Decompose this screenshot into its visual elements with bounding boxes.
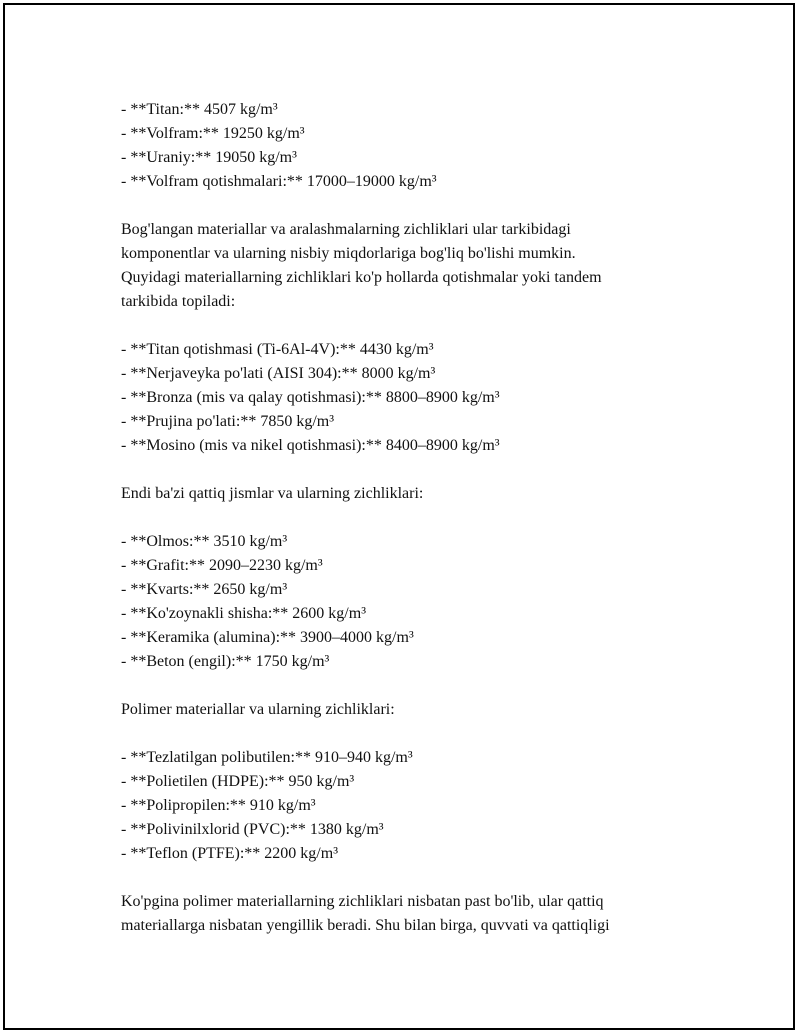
list-item: - **Titan:** 4507 kg/m³ [121, 101, 278, 118]
alloys-list [121, 338, 701, 458]
spacer [121, 722, 701, 746]
spacer [121, 674, 701, 698]
paragraph-alloys-intro [121, 218, 701, 314]
list-item: - **Olmos:** 3510 kg/m³ [121, 533, 288, 550]
polymers-list [121, 746, 701, 866]
spacer [121, 866, 701, 890]
spacer [121, 458, 701, 482]
document-page [4, 4, 794, 1029]
paragraph-line: tarkibida topiladi: [121, 293, 236, 310]
list-item: - **Nerjaveyka po'lati (AISI 304):** 8000 kg/m³ [121, 365, 436, 382]
list-item: - **Grafit:** 2090–2230 kg/m³ [121, 557, 323, 574]
list-item: - **Volfram qotishmalari:** 17000–19000 kg/m³ [121, 173, 437, 190]
list-item: - **Kvarts:** 2650 kg/m³ [121, 581, 288, 598]
list-item: - **Beton (engil):** 1750 kg/m³ [121, 653, 330, 670]
list-item: - **Prujina po'lati:** 7850 kg/m³ [121, 413, 334, 430]
list-item: - **Ko'zoynakli shisha:** 2600 kg/m³ [121, 605, 366, 622]
list-item: - **Volfram:** 19250 kg/m³ [121, 125, 305, 142]
solids-list [121, 530, 701, 674]
document-body [121, 98, 701, 938]
list-item: - **Titan qotishmasi (Ti-6Al-4V):** 4430 kg/m³ [121, 341, 434, 358]
list-item: - **Mosino (mis va nikel qotishmasi):** 8400–8900 kg/m³ [121, 437, 500, 454]
list-item: - **Polivinilxlorid (PVC):** 1380 kg/m³ [121, 821, 384, 838]
spacer [121, 506, 701, 530]
list-item: - **Bronza (mis va qalay qotishmasi):** 8800–8900 kg/m³ [121, 389, 500, 406]
list-item: - **Polietilen (HDPE):** 950 kg/m³ [121, 773, 355, 790]
paragraph-solids-intro: Endi ba'zi qattiq jismlar va ularning zichliklari: [121, 485, 424, 502]
paragraph-line: Bog'langan materiallar va aralashmalarning zichliklari ular tarkibidagi [121, 221, 571, 238]
paragraph-line: Ko'pgina polimer materiallarning zichliklari nisbatan past bo'lib, ular qattiq [121, 893, 604, 910]
list-item: - **Teflon (PTFE):** 2200 kg/m³ [121, 845, 338, 862]
metals-list [121, 98, 701, 194]
list-item: - **Uraniy:** 19050 kg/m³ [121, 149, 297, 166]
paragraph-polymers-intro: Polimer materiallar va ularning zichliklari: [121, 701, 395, 718]
list-item: - **Keramika (alumina):** 3900–4000 kg/m³ [121, 629, 414, 646]
list-item: - **Tezlatilgan polibutilen:** 910–940 kg/m³ [121, 749, 413, 766]
paragraph-line: materiallarga nisbatan yengillik beradi. Shu bilan birga, quvvati va qattiqligi [121, 917, 610, 934]
list-item: - **Polipropilen:** 910 kg/m³ [121, 797, 316, 814]
paragraph-line: Quyidagi materiallarning zichliklari ko'p hollarda qotishmalar yoki tandem [121, 269, 602, 286]
paragraph-line: komponentlar va ularning nisbiy miqdorlariga bog'liq bo'lishi mumkin. [121, 245, 576, 262]
spacer [121, 314, 701, 338]
spacer [121, 194, 701, 218]
paragraph-polymers-summary [121, 890, 701, 938]
